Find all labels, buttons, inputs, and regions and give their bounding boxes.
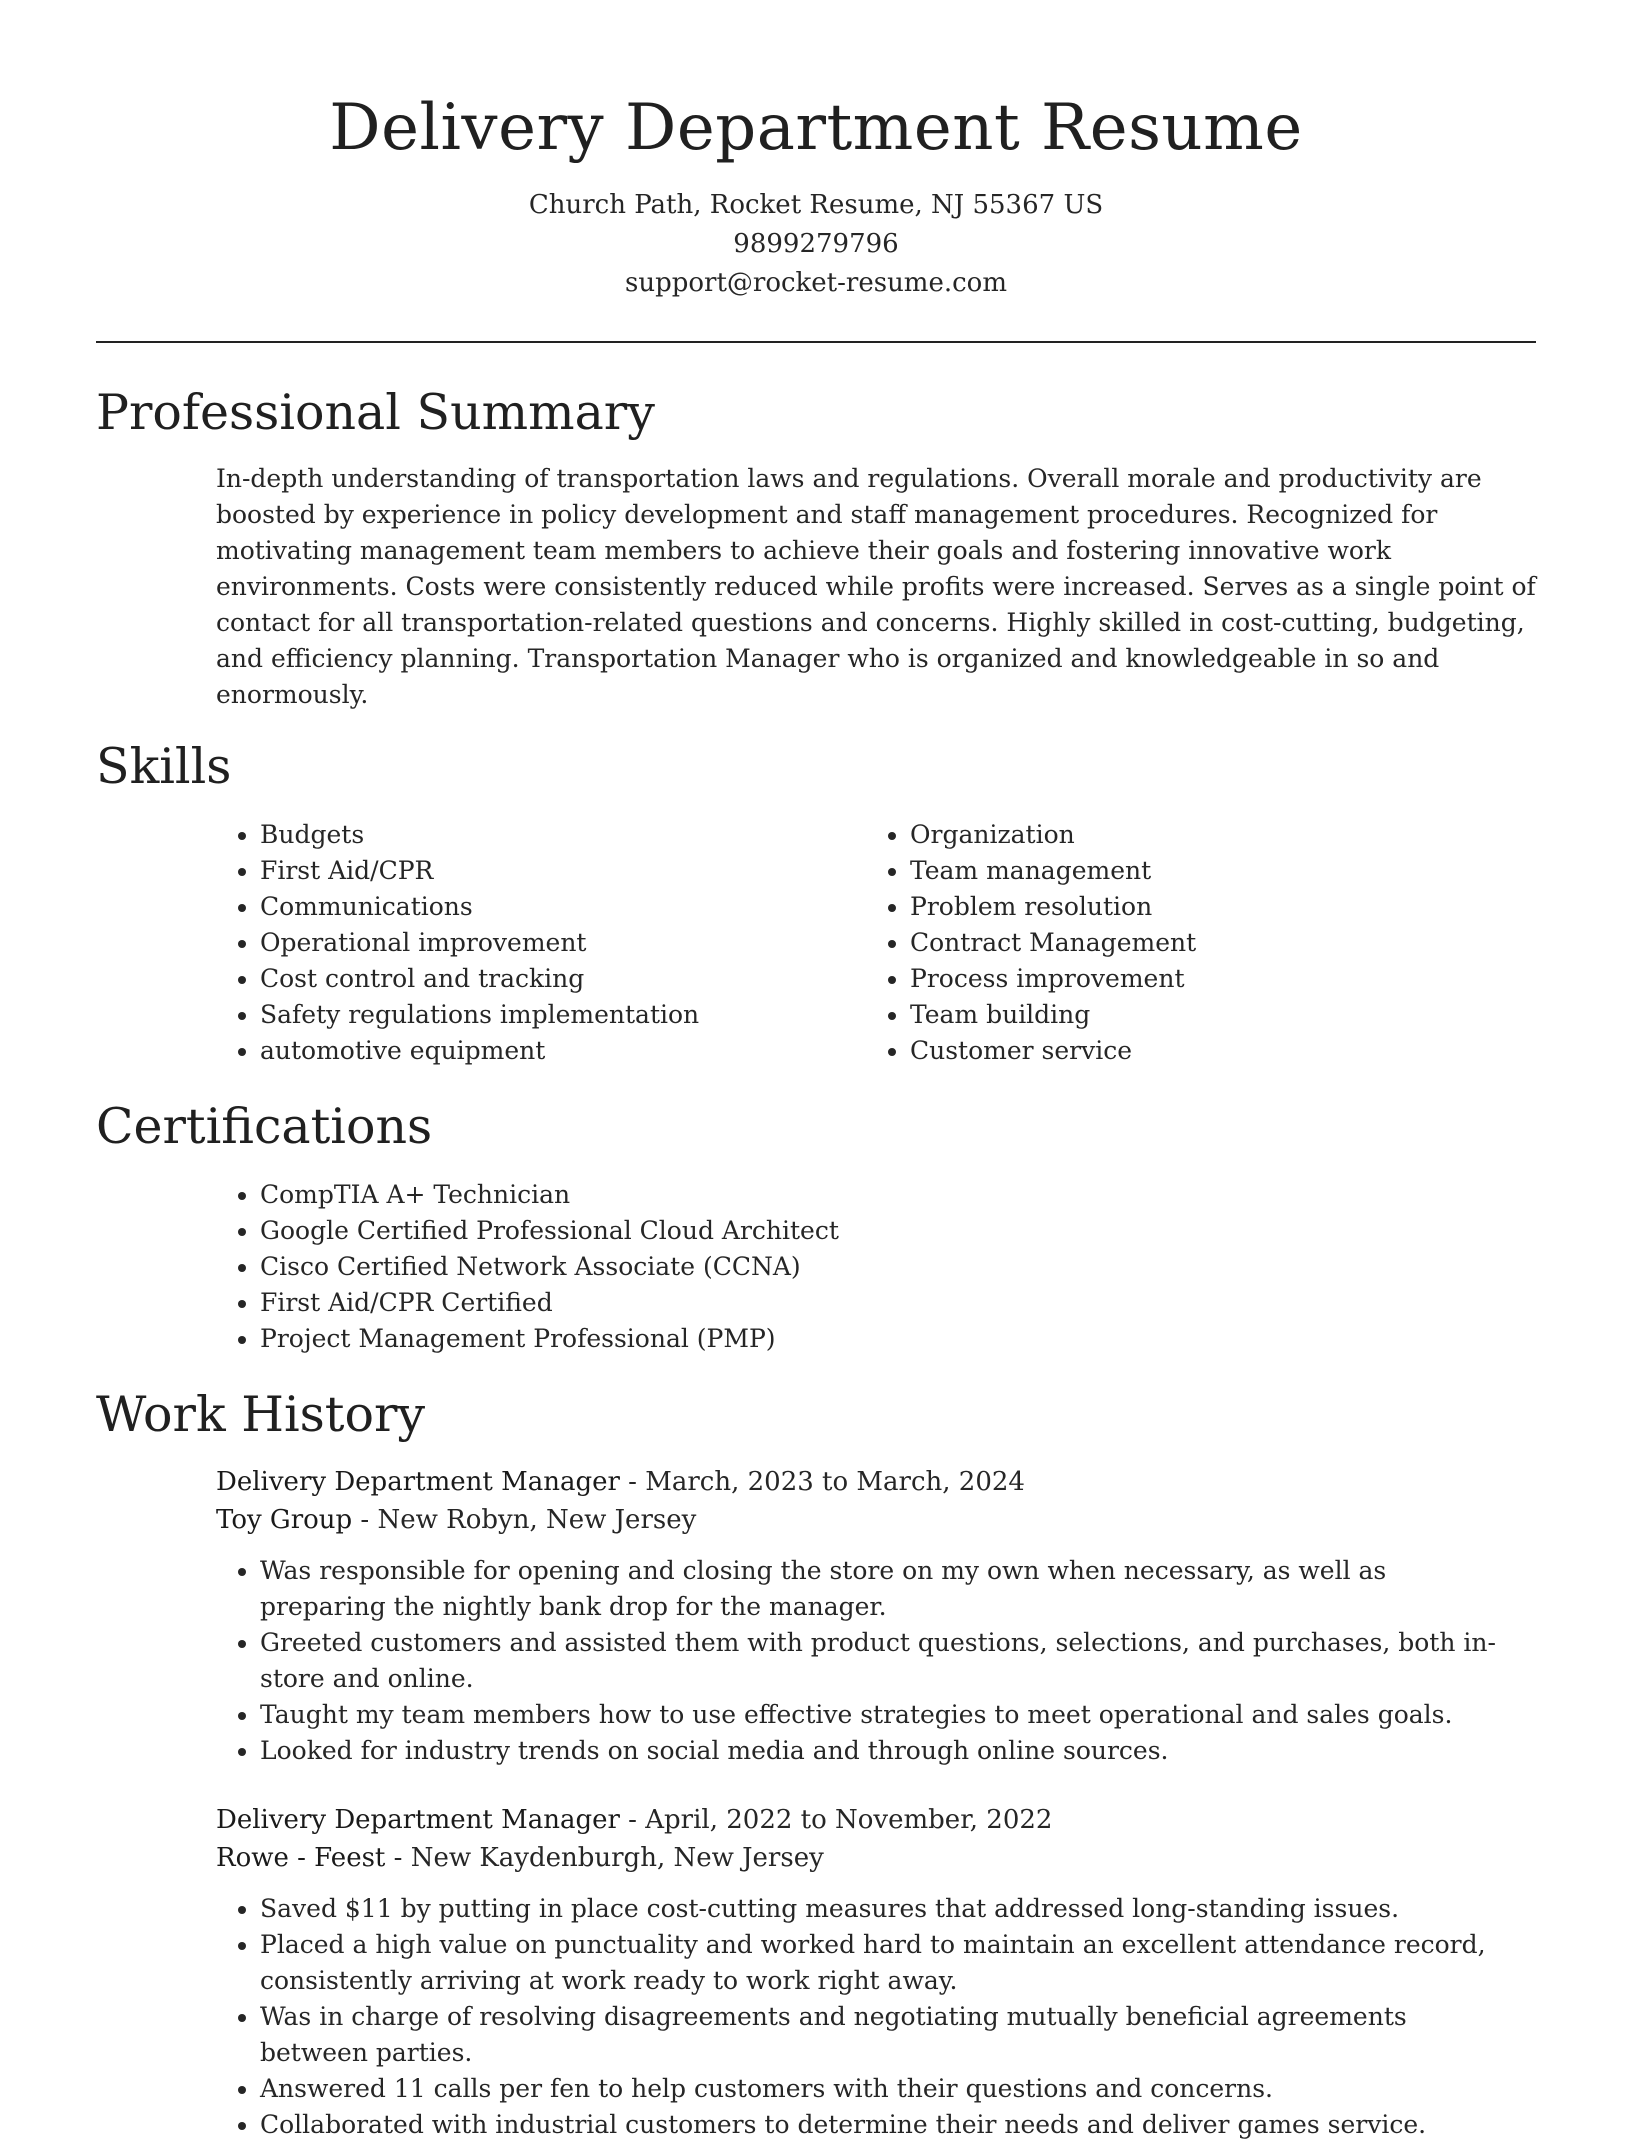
resume-name: Delivery Department Resume <box>329 91 1303 165</box>
skill-item: • Team management <box>910 853 1510 889</box>
skill-item: • Problem resolution <box>910 889 1510 925</box>
job-company: Toy Group <box>216 1505 353 1535</box>
skills-columns <box>216 817 1536 1069</box>
job-location: - New Kaydenburgh, New Jersey <box>385 1843 824 1873</box>
work-history-heading: Work History <box>96 1386 426 1443</box>
job-bullets <box>216 1553 1510 1769</box>
skill-item: • Contract Management <box>910 925 1510 961</box>
job-title-line <box>216 1801 1536 1839</box>
certification-item: • Project Management Professional (PMP) <box>260 1321 1536 1357</box>
job-company: Rowe - Feest <box>216 1843 386 1873</box>
skill-item: • Communications <box>260 889 910 925</box>
summary-section <box>96 381 1536 713</box>
job-dates: - March, 2023 to March, 2024 <box>619 1467 1025 1497</box>
job-bullet: • Saved $11 by putting in place cost-cutting measures that addressed long-standing issues. <box>260 1891 1510 1927</box>
skill-item: • Safety regulations implementation <box>260 997 910 1033</box>
job-bullet: • Looked for industry trends on social media and through online sources. <box>260 1733 1510 1769</box>
summary-heading: Professional Summary <box>96 384 655 441</box>
job-bullets <box>216 1891 1510 2143</box>
contact-email: support@rocket-resume.com <box>624 268 1007 298</box>
skills-list-left <box>216 817 910 1069</box>
job-location: - New Robyn, New Jersey <box>352 1505 697 1535</box>
skill-item: • Operational improvement <box>260 925 910 961</box>
resume-header <box>96 0 1536 303</box>
job-bullet: • Was in charge of resolving disagreements and negotiating mutually beneficial agreements between parties. <box>260 1999 1510 2071</box>
certifications-heading: Certifications <box>96 1098 433 1155</box>
skill-item: • Process improvement <box>910 961 1510 997</box>
skill-item: • Cost control and tracking <box>260 961 910 997</box>
job-entry <box>216 1801 1536 2143</box>
job-dates: - April, 2022 to November, 2022 <box>619 1805 1053 1835</box>
skill-item: • First Aid/CPR <box>260 853 910 889</box>
header-divider <box>96 341 1536 343</box>
job-bullet: • Collaborated with industrial customers to determine their needs and deliver games service. <box>260 2107 1510 2143</box>
summary-text: In-depth understanding of transportation laws and regulations. Overall morale and productivity are boosted by experience in policy development and staff management procedures. Recognized for motivating management team members to achieve their goals and fostering innovative work environments. Costs were consistently reduced while profits were increased. Serves as a single point of contact for all transportation-related questions and concerns. Highly skilled in cost-cutting, budgeting, and efficiency planning. Transportation Manager who is organized and knowledgeable in so and enormously. <box>216 464 1536 709</box>
job-bullet: • Taught my team members how to use effective strategies to meet operational and sales goals. <box>260 1697 1510 1733</box>
job-company-line <box>216 1839 1536 1877</box>
resume-page <box>96 0 1536 2143</box>
job-bullet: • Answered 11 calls per fen to help customers with their questions and concerns. <box>260 2071 1510 2107</box>
skills-heading: Skills <box>96 738 232 795</box>
job-bullet: • Placed a high value on punctuality and worked hard to maintain an excellent attendance record, consistently arriving at work ready to work right away. <box>260 1927 1510 1999</box>
contact-phone: 9899279796 <box>733 229 899 259</box>
contact-address: Church Path, Rocket Resume, NJ 55367 US <box>528 190 1104 220</box>
work-history-section <box>96 1383 1536 2143</box>
certification-item: • CompTIA A+ Technician <box>260 1177 1536 1213</box>
skills-section <box>96 735 1536 1069</box>
skill-item: • automotive equipment <box>260 1033 910 1069</box>
job-entry <box>216 1463 1536 1769</box>
job-role: Delivery Department Manager <box>216 1805 620 1835</box>
contact-block <box>96 186 1536 303</box>
skill-item: • Customer service <box>910 1033 1510 1069</box>
job-role: Delivery Department Manager <box>216 1467 620 1497</box>
certification-item: • Cisco Certified Network Associate (CCNA) <box>260 1249 1536 1285</box>
skill-item: • Team building <box>910 997 1510 1033</box>
certification-item: • First Aid/CPR Certified <box>260 1285 1536 1321</box>
job-company-line <box>216 1501 1536 1539</box>
certification-item: • Google Certified Professional Cloud Architect <box>260 1213 1536 1249</box>
job-bullet: • Was responsible for opening and closing the store on my own when necessary, as well as preparing the nightly bank drop for the manager. <box>260 1553 1510 1625</box>
certifications-section <box>96 1095 1536 1357</box>
skills-list-right <box>910 817 1510 1069</box>
job-title-line <box>216 1463 1536 1501</box>
certifications-list <box>216 1177 1536 1357</box>
job-bullet: • Greeted customers and assisted them with product questions, selections, and purchases, both in-store and online. <box>260 1625 1510 1697</box>
skill-item: • Organization <box>910 817 1510 853</box>
skill-item: • Budgets <box>260 817 910 853</box>
